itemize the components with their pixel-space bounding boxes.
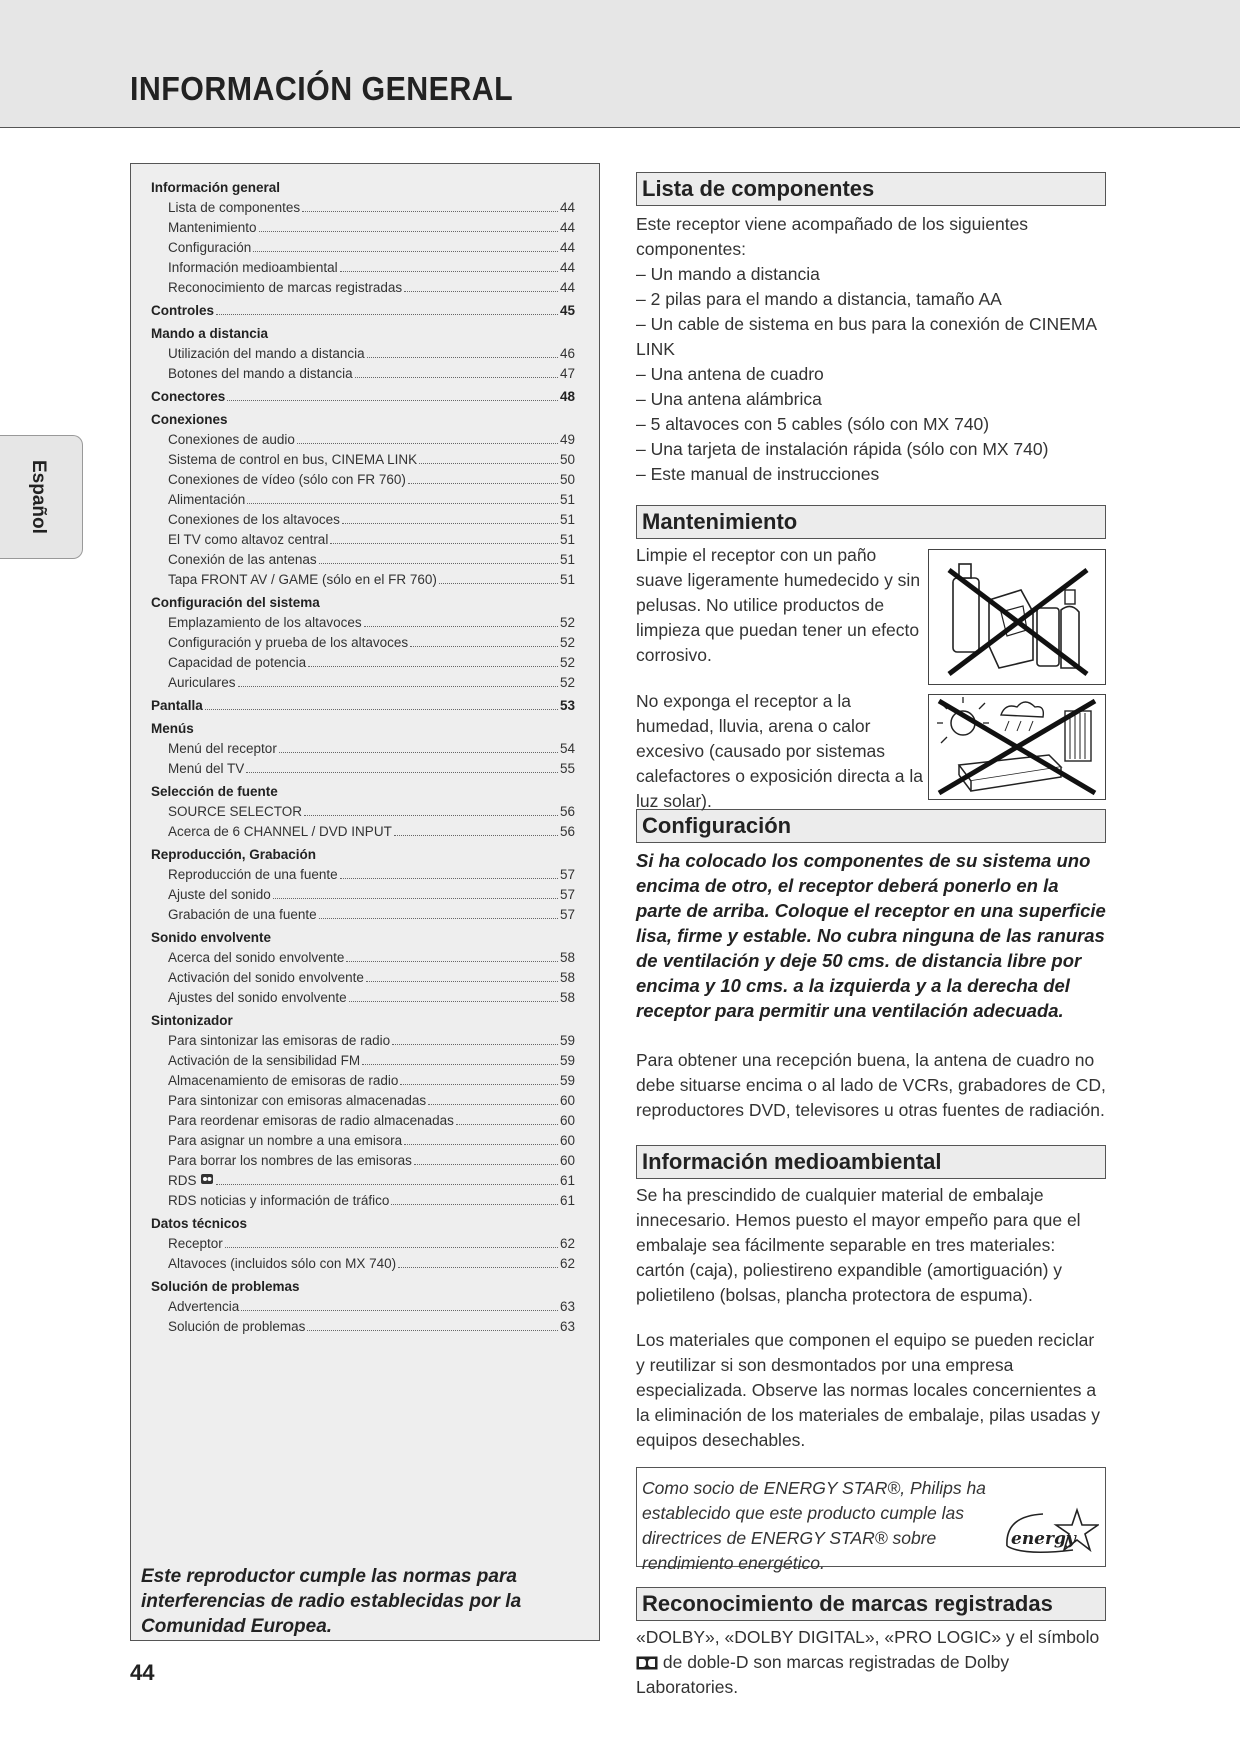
toc-page-number: 44 [559, 220, 575, 235]
toc-leader-dots [279, 752, 558, 753]
toc-page-number: 53 [559, 698, 575, 713]
toc-section-title: Controles [151, 303, 215, 318]
toc-section-entry [151, 301, 575, 321]
toc-item-label: Reconocimiento de marcas registradas [168, 280, 403, 295]
toc-item [151, 510, 575, 530]
toc-item-label: Utilización del mando a distancia [168, 346, 365, 361]
toc-item-label: Advertencia [168, 1299, 240, 1314]
toc-item [151, 344, 575, 364]
toc-leader-dots [319, 918, 558, 919]
toc-section-title: Reproducción, Grabación [151, 847, 317, 862]
toc-section-title: Mando a distancia [151, 326, 269, 341]
components-intro: Este receptor viene acompañado de los siguientes componentes: [636, 214, 1029, 259]
language-tab [0, 435, 83, 559]
rds-icon [200, 1171, 214, 1191]
toc-page-number: 57 [559, 867, 575, 882]
toc-item [151, 905, 575, 925]
configuration-warning: Si ha colocado los componentes de su sistema uno encima de otro, el receptor deberá ponerlo en la parte de arriba. Coloque el receptor en una superficie lisa, firme y estable. No cubra ninguna de las ranuras de ventilación y deje 50 cms. de distancia libre por encima y 10 cms. a la izquierda y a la derecha del receptor para permitir una ventilación adecuada. [636, 850, 1106, 1021]
toc-item-label: El TV como altavoz central [168, 532, 329, 547]
toc-page-number: 62 [559, 1236, 575, 1251]
component-list-item: – Una tarjeta de instalación rápida (sólo con MX 740) [636, 439, 1049, 459]
toc-leader-dots [205, 709, 558, 710]
toc-item [151, 1191, 575, 1211]
toc-item-label: Configuración [168, 240, 252, 255]
toc-page-number: 44 [559, 200, 575, 215]
cleaning-products-image [928, 549, 1106, 685]
toc-item-label: Botones del mando a distancia [168, 366, 353, 381]
toc-leader-dots [304, 815, 558, 816]
component-list-item: – 5 altavoces con 5 cables (sólo con MX 740) [636, 414, 990, 434]
toc-section [151, 178, 575, 298]
trademarks-text [636, 1625, 1106, 1700]
page-title: INFORMACIÓN GENERAL [130, 70, 514, 107]
dolby-double-d-icon [636, 1656, 658, 1670]
toc-section [151, 928, 575, 1008]
maintenance-exposure-text: No exponga el receptor a la humedad, lluvia, arena o calor excesivo (causado por sistemas calefactores o exposición directa a la luz solar). [636, 691, 923, 811]
toc-page-number: 46 [559, 346, 575, 361]
toc-page-number: 54 [559, 741, 575, 756]
trademarks-text-end: de doble-D son marcas registradas de Dolby Laboratories. [636, 1652, 1010, 1697]
toc-section-title: Conexiones [151, 412, 228, 427]
toc-item [151, 759, 575, 779]
toc-page-number: 52 [559, 655, 575, 670]
component-list-item: – Una antena alámbrica [636, 389, 822, 409]
toc-section [151, 593, 575, 693]
toc-item [151, 530, 575, 550]
toc-page-number: 51 [559, 532, 575, 547]
toc-leader-dots [355, 377, 558, 378]
toc-page-number: 59 [559, 1033, 575, 1048]
toc-section [151, 410, 575, 590]
toc-page-number: 52 [559, 675, 575, 690]
toc-item-label: Receptor [168, 1236, 223, 1251]
toc-item [151, 218, 575, 238]
configuration-antenna-text: Para obtener una recepción buena, la antena de cuadro no debe situarse encima o al lado de VCRs, grabadores de CD, reproductores DVD, televisores u otras fuentes de radiación. [636, 1050, 1106, 1120]
toc-item [151, 1234, 575, 1254]
toc-leader-dots [419, 463, 558, 464]
toc-page-number: 62 [559, 1256, 575, 1271]
toc-item [151, 1254, 575, 1274]
toc-leader-dots [366, 981, 558, 982]
toc-item [151, 258, 575, 278]
environment-heading: Información medioambiental [636, 1145, 1106, 1179]
component-list-item: – Una antena de cuadro [636, 364, 824, 384]
toc-item-label: Acerca de 6 CHANNEL / DVD INPUT [168, 824, 392, 839]
toc-item [151, 198, 575, 218]
component-list-item: – 2 pilas para el mando a distancia, tamaño AA [636, 289, 1002, 309]
toc-section-title: Sintonizador [151, 1013, 233, 1028]
toc-item [151, 1091, 575, 1111]
toc-page-number: 60 [559, 1113, 575, 1128]
toc-item-label: Sistema de control en bus, CINEMA LINK [168, 452, 418, 467]
toc-section-title: Selección de fuente [151, 784, 278, 799]
toc-leader-dots [319, 563, 558, 564]
toc-item-label: Tapa FRONT AV / GAME (sólo en el FR 760) [168, 572, 437, 587]
toc-leader-dots [340, 878, 558, 879]
toc-item [151, 948, 575, 968]
toc-item-label: Conexiones de vídeo (sólo con FR 760) [168, 472, 406, 487]
heat-exposure-image [928, 694, 1106, 800]
toc-page-number: 51 [559, 552, 575, 567]
toc-item-label: Grabación de una fuente [168, 907, 317, 922]
toc-leader-dots [456, 1124, 558, 1125]
toc-section-entry [151, 387, 575, 407]
toc-leader-dots [246, 772, 558, 773]
components-list [636, 262, 1106, 487]
toc-page-number: 63 [559, 1319, 575, 1334]
toc-leader-dots [340, 271, 558, 272]
toc-item [151, 1051, 575, 1071]
energy-star-box [636, 1467, 1106, 1573]
toc-page-number: 47 [559, 366, 575, 381]
toc-page-number: 57 [559, 907, 575, 922]
toc-page-number: 60 [559, 1153, 575, 1168]
toc-item-label: Menú del TV [168, 761, 245, 776]
toc-item [151, 278, 575, 298]
toc-leader-dots [227, 400, 558, 401]
toc-item [151, 550, 575, 570]
maintenance-block [636, 539, 1106, 811]
toc-section-title: Solución de problemas [151, 1279, 300, 1294]
toc-item-label: Alimentación [168, 492, 246, 507]
toc-item-label: Capacidad de potencia [168, 655, 307, 670]
toc-page-number: 60 [559, 1133, 575, 1148]
toc-leader-dots [362, 1064, 558, 1065]
maintenance-heading: Mantenimiento [636, 505, 1106, 539]
toc-leader-dots [400, 1084, 558, 1085]
toc-item-label: Para reordenar emisoras de radio almacenadas [168, 1113, 454, 1128]
toc-item [151, 822, 575, 842]
toc-list [151, 178, 575, 1340]
toc-leader-dots [391, 1204, 558, 1205]
no-heat-moisture-icon [929, 695, 1105, 799]
toc-leader-dots [241, 1310, 558, 1311]
toc-item [151, 968, 575, 988]
toc-page-number: 60 [559, 1093, 575, 1108]
toc-section-title: Conectores [151, 389, 226, 404]
toc-section [151, 387, 575, 407]
component-list-item: – Este manual de instrucciones [636, 464, 880, 484]
component-list-item: – Un mando a distancia [636, 264, 820, 284]
toc-page-number: 57 [559, 887, 575, 902]
toc-item-label: RDS noticias y información de tráfico [168, 1193, 390, 1208]
toc-section [151, 696, 575, 716]
toc-item-label: Conexiones de los altavoces [168, 512, 340, 527]
toc-item-label: SOURCE SELECTOR [168, 804, 303, 819]
toc-item-label: Activación de la sensibilidad FM [168, 1053, 361, 1068]
toc-item-label: Para sintonizar con emisoras almacenadas [168, 1093, 427, 1108]
toc-page-number: 58 [559, 970, 575, 985]
toc-page-number: 56 [559, 824, 575, 839]
toc-item-label: Altavoces (incluidos sólo con MX 740) [168, 1256, 397, 1271]
toc-item [151, 988, 575, 1008]
toc-item-label: Emplazamiento de los altavoces [168, 615, 362, 630]
toc-item-label: RDS [168, 1173, 197, 1188]
toc-item-label: Auriculares [168, 675, 236, 690]
maintenance-cleaning-text: Limpie el receptor con un paño suave ligeramente humedecido y sin pelusas. No utilice productos de limpieza que puedan tener un efecto corrosivo. [636, 545, 921, 665]
toc-item [151, 364, 575, 384]
toc-item [151, 613, 575, 633]
toc-leader-dots [297, 443, 558, 444]
toc-section-title: Menús [151, 721, 194, 736]
toc-leader-dots [259, 231, 558, 232]
right-column [636, 172, 1106, 1700]
environment-packaging-text: Se ha prescindido de cualquier material de embalaje innecesario. Hemos puesto el mayor empeño para que el embalaje sea fácilmente separable en tres materiales: cartón (caja), poliestireno expandible (amortiguación) y polietileno (bolsas, plancha protectora de espuma). [636, 1185, 1081, 1305]
toc-item [151, 570, 575, 590]
table-of-contents [130, 163, 600, 1641]
toc-page-number: 44 [559, 260, 575, 275]
component-list-item: – Un cable de sistema en bus para la conexión de CINEMA LINK [636, 314, 1097, 359]
toc-page-number: 59 [559, 1053, 575, 1068]
toc-item [151, 1297, 575, 1317]
toc-page-number: 44 [559, 240, 575, 255]
trademarks-text-start: «DOLBY», «DOLBY DIGITAL», «PRO LOGIC» y el símbolo [636, 1627, 1100, 1647]
toc-item [151, 1071, 575, 1091]
toc-item [151, 802, 575, 822]
toc-leader-dots [238, 686, 558, 687]
toc-item-label: Almacenamiento de emisoras de radio [168, 1073, 399, 1088]
toc-section [151, 324, 575, 384]
toc-item [151, 653, 575, 673]
ce-compliance-note: Este reproductor cumple las normas para interferencias de radio establecidas por la Comunidad Europea. [141, 1566, 522, 1637]
toc-item-label: Lista de componentes [168, 200, 301, 215]
toc-leader-dots [342, 523, 558, 524]
toc-page-number: 61 [559, 1173, 575, 1188]
toc-page-number: 44 [559, 280, 575, 295]
toc-section-title: Información general [151, 180, 281, 195]
toc-page-number: 51 [559, 512, 575, 527]
language-tab-label: Español [28, 460, 49, 534]
toc-item [151, 1171, 575, 1191]
toc-item-label: Solución de problemas [168, 1319, 306, 1334]
toc-page-number: 61 [559, 1193, 575, 1208]
toc-item [151, 633, 575, 653]
toc-item [151, 673, 575, 693]
toc-leader-dots [439, 583, 558, 584]
toc-item-label: Reproducción de una fuente [168, 867, 338, 882]
toc-page-number: 56 [559, 804, 575, 819]
toc-leader-dots [308, 666, 558, 667]
toc-page-number: 63 [559, 1299, 575, 1314]
toc-item [151, 1131, 575, 1151]
toc-section [151, 1277, 575, 1337]
toc-leader-dots [392, 1044, 558, 1045]
page-header [0, 0, 1240, 128]
toc-page-number: 50 [559, 472, 575, 487]
configuration-heading: Configuración [636, 809, 1106, 843]
toc-leader-dots [273, 898, 558, 899]
toc-item-label: Acerca del sonido envolvente [168, 950, 345, 965]
energy-star-text: Como socio de ENERGY STAR®, Philips ha establecido que este producto cumple las directrices de ENERGY STAR® sobre rendimiento energético. [642, 1478, 986, 1573]
toc-section [151, 845, 575, 925]
toc-item-label: Conexiones de audio [168, 432, 295, 447]
toc-item [151, 1151, 575, 1171]
toc-item [151, 470, 575, 490]
toc-page-number: 48 [559, 389, 575, 404]
toc-page-number: 45 [559, 303, 575, 318]
toc-section [151, 719, 575, 779]
toc-page-number: 55 [559, 761, 575, 776]
toc-page-number: 58 [559, 990, 575, 1005]
toc-page-number: 49 [559, 432, 575, 447]
toc-item [151, 238, 575, 258]
toc-item [151, 430, 575, 450]
toc-item [151, 450, 575, 470]
toc-leader-dots [307, 1330, 558, 1331]
toc-item-label: Para sintonizar las emisoras de radio [168, 1033, 391, 1048]
toc-leader-dots [247, 503, 558, 504]
toc-section-title: Datos técnicos [151, 1216, 248, 1231]
toc-leader-dots [253, 251, 558, 252]
toc-section-title: Sonido envolvente [151, 930, 272, 945]
toc-leader-dots [410, 646, 558, 647]
toc-leader-dots [367, 357, 558, 358]
toc-item-label: Ajuste del sonido [168, 887, 271, 902]
toc-page-number: 58 [559, 950, 575, 965]
toc-section [151, 1214, 575, 1274]
toc-item [151, 1317, 575, 1337]
toc-section [151, 782, 575, 842]
toc-page-number: 51 [559, 492, 575, 507]
toc-item-label: Para borrar los nombres de las emisoras [168, 1153, 412, 1168]
toc-section-title: Configuración del sistema [151, 595, 320, 610]
toc-leader-dots [428, 1104, 558, 1105]
toc-item-label: Información medioambiental [168, 260, 338, 275]
toc-page-number: 52 [559, 615, 575, 630]
toc-leader-dots [302, 211, 558, 212]
toc-item-label: Conexión de las antenas [168, 552, 317, 567]
energy-star-logo-icon [1003, 1506, 1099, 1558]
toc-item-label: Ajustes del sonido envolvente [168, 990, 347, 1005]
trademarks-heading: Reconocimiento de marcas registradas [636, 1587, 1106, 1621]
toc-page-number: 59 [559, 1073, 575, 1088]
toc-leader-dots [216, 1184, 558, 1185]
environment-recycling-text: Los materiales que componen el equipo se pueden reciclar y reutilizar si son desmontados por una empresa especializada. Observe las normas locales concernientes a la eliminación de los materiales de embalaje, pilas usadas y equipos desechables. [636, 1330, 1100, 1450]
toc-item [151, 865, 575, 885]
toc-leader-dots [216, 314, 558, 315]
no-cleaning-products-icon [929, 550, 1105, 684]
toc-item-label: Mantenimiento [168, 220, 257, 235]
toc-item [151, 490, 575, 510]
toc-page-number: 52 [559, 635, 575, 650]
toc-leader-dots [404, 1144, 558, 1145]
toc-leader-dots [398, 1267, 558, 1268]
toc-page-number: 51 [559, 572, 575, 587]
toc-item [151, 739, 575, 759]
page-number: 44 [130, 1660, 155, 1685]
toc-leader-dots [330, 543, 558, 544]
toc-item-label: Activación del sonido envolvente [168, 970, 364, 985]
toc-leader-dots [408, 483, 558, 484]
toc-leader-dots [404, 291, 558, 292]
toc-section [151, 1011, 575, 1211]
toc-item [151, 1111, 575, 1131]
toc-item [151, 1031, 575, 1051]
toc-leader-dots [414, 1164, 558, 1165]
toc-section-entry [151, 696, 575, 716]
toc-page-number: 50 [559, 452, 575, 467]
toc-section [151, 301, 575, 321]
toc-leader-dots [364, 626, 558, 627]
toc-section-title: Pantalla [151, 698, 203, 713]
toc-leader-dots [394, 835, 558, 836]
toc-item-label: Menú del receptor [168, 741, 277, 756]
toc-item-label: Para asignar un nombre a una emisora [168, 1133, 403, 1148]
toc-leader-dots [346, 961, 558, 962]
toc-leader-dots [349, 1001, 558, 1002]
components-heading: Lista de componentes [636, 172, 1106, 206]
toc-item [151, 885, 575, 905]
toc-leader-dots [225, 1247, 558, 1248]
toc-item-label: Configuración y prueba de los altavoces [168, 635, 409, 650]
energy-logo-text: energy [1011, 1529, 1076, 1549]
